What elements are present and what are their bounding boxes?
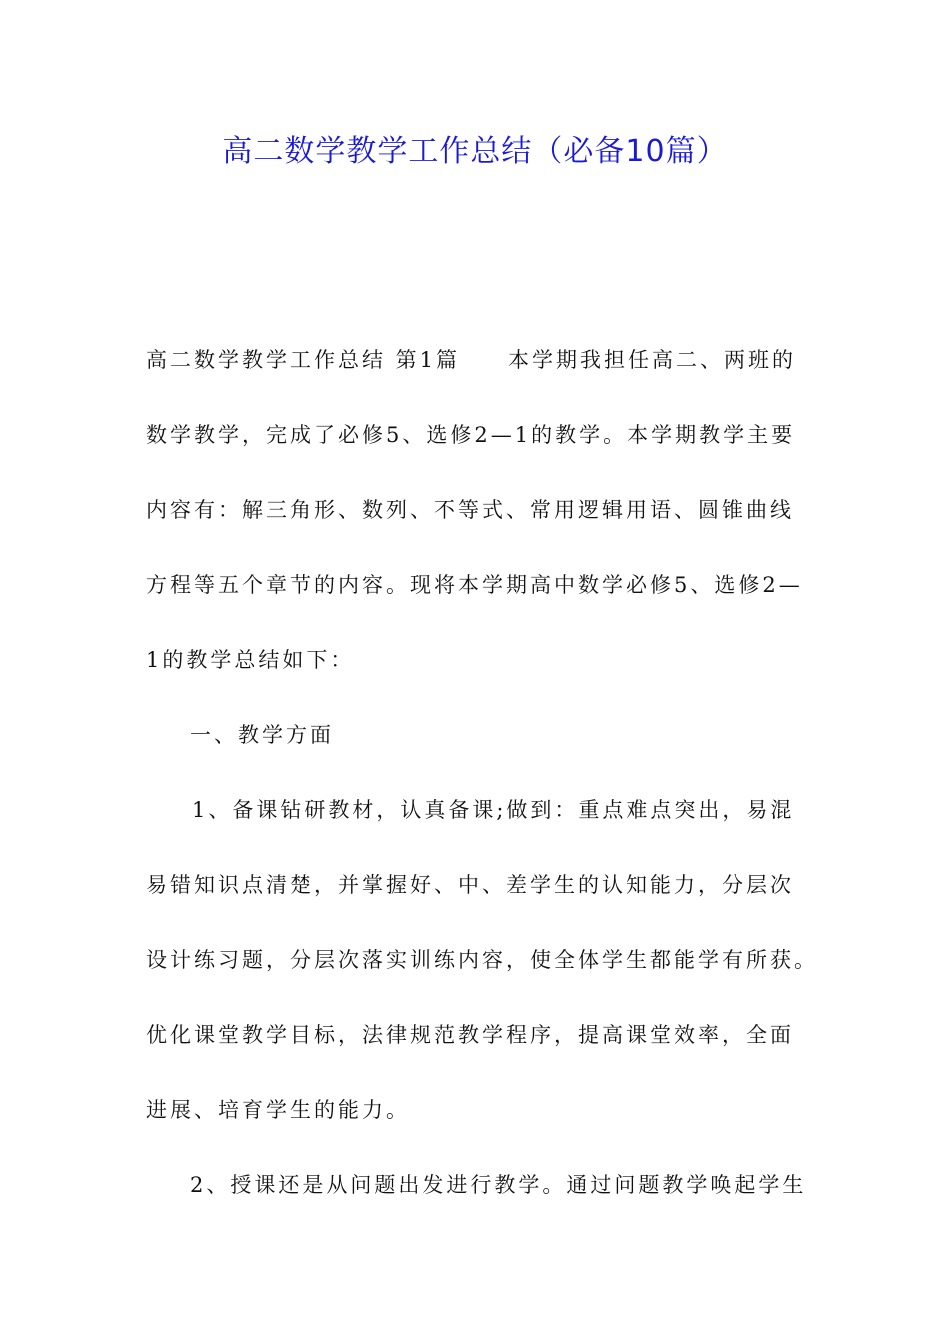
paragraph-line: 优化课堂教学目标，法律规范教学程序，提高课堂效率，全面: [146, 1023, 794, 1047]
paragraph-line: 1、备课钻研教材，认真备课;做到：重点难点突出，易混: [192, 798, 795, 822]
paragraph-line: 进展、培育学生的能力。: [146, 1098, 410, 1122]
paragraph-line: 方程等五个章节的内容。现将本学期高中数学必修5、选修2—: [146, 573, 803, 597]
paragraph-line: 内容有：解三角形、数列、不等式、常用逻辑用语、圆锥曲线: [146, 498, 794, 522]
paragraph-line: 易错知识点清楚，并掌握好、中、差学生的认知能力，分层次: [146, 873, 794, 897]
paragraph-line: 高二数学教学工作总结 第1篇 本学期我担任高二、两班的: [146, 348, 797, 372]
paragraph-line: 1的教学总结如下：: [146, 648, 355, 672]
document-title: 高二数学教学工作总结（必备10篇）: [222, 134, 728, 169]
section-heading: 一、教学方面: [190, 723, 334, 747]
paragraph-line: 2、授课还是从问题出发进行教学。通过问题教学唤起学生: [190, 1173, 807, 1197]
paragraph-line: 设计练习题，分层次落实训练内容，使全体学生都能学有所获。: [146, 948, 818, 972]
document-body: [146, 330, 826, 1230]
paragraph-line: 数学教学，完成了必修5、选修2—1的教学。本学期教学主要: [146, 423, 796, 447]
